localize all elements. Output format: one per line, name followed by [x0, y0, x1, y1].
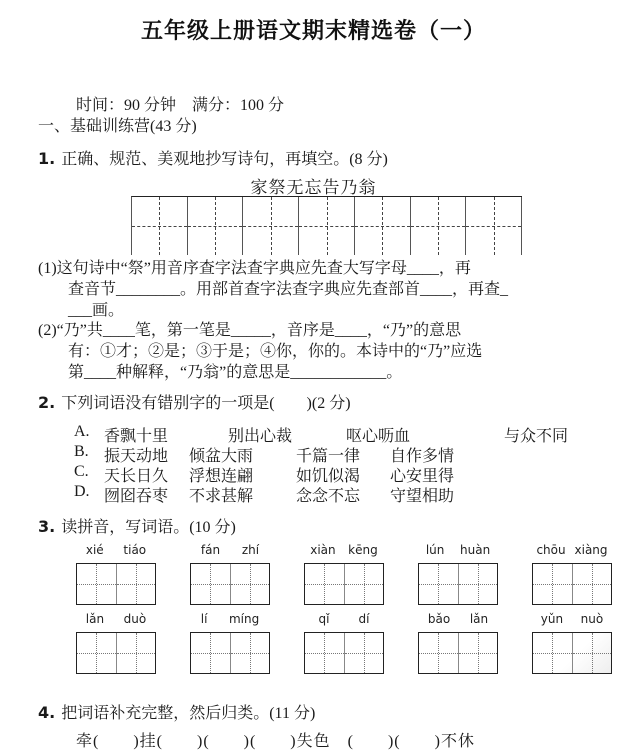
question-number: 4.: [38, 703, 56, 722]
pinyin: xiàng: [574, 543, 608, 557]
grid-cell[interactable]: [299, 197, 355, 255]
option-word: 守望相助: [390, 488, 455, 505]
option-label: D.: [74, 483, 90, 500]
option-word: 香飘十里: [104, 428, 169, 445]
pinyin: qǐ: [318, 612, 330, 626]
pinyin: huàn: [460, 543, 491, 557]
question-number: 2.: [38, 393, 56, 412]
sub-question-1-line-3: ___画。: [68, 302, 125, 319]
pinyin: duò: [123, 612, 147, 626]
writing-box[interactable]: [76, 563, 156, 605]
question-text: 读拼音，写词语。(10 分): [61, 519, 236, 536]
option-label: C.: [74, 463, 89, 480]
question-2: [38, 390, 351, 413]
option-word: 浮想连翩: [189, 468, 254, 485]
option-label: B.: [74, 443, 89, 460]
pinyin-block[interactable]: [76, 612, 156, 674]
writing-box[interactable]: [532, 632, 612, 674]
sub-question-2-line-3: 第____种解释，“乃翁”的意思是____________。: [68, 364, 403, 381]
question-1: [38, 146, 388, 169]
section-heading: 一、基础训练营(43 分): [38, 118, 197, 135]
question-text: 下列词语没有错别字的一项是( )(2 分): [61, 395, 351, 412]
pinyin-block[interactable]: [418, 543, 498, 605]
pinyin: lí: [200, 612, 208, 626]
question-number: 3.: [38, 517, 56, 536]
grid-cell[interactable]: [355, 197, 411, 255]
grid-cell[interactable]: [466, 197, 522, 255]
page-title: 五年级上册语文期末精选卷（一）: [140, 19, 486, 44]
question-number: 1.: [38, 149, 56, 168]
option-word: 呕心呖血: [346, 428, 411, 445]
pinyin: lǎn: [469, 612, 489, 626]
option-label: A.: [74, 423, 90, 440]
question-text: 把词语补充完整，然后归类。(11 分): [61, 705, 316, 722]
sub-question-1-line-1: (1)这句诗中“祭”用音序查字法查字典应先查大写字母____，再: [38, 260, 471, 277]
fill-in-words-line[interactable]: 牵( )挂( )( )( )失色 ( )( )不休: [76, 733, 475, 750]
sub-question-2-line-2: 有：①才；②是；③于是；④你，你的。本诗中的“乃”应选: [68, 343, 483, 360]
pinyin: kēng: [348, 543, 378, 557]
pinyin-block[interactable]: [304, 612, 384, 674]
pinyin: lǎn: [85, 612, 105, 626]
pinyin: nuò: [580, 612, 604, 626]
option-word: 别出心裁: [228, 428, 293, 445]
writing-box[interactable]: [418, 632, 498, 674]
question-text: 正确、规范、美观地抄写诗句，再填空。(8 分): [61, 151, 388, 168]
option-b[interactable]: [74, 443, 455, 465]
pinyin-block[interactable]: [190, 543, 270, 605]
option-word: 与众不同: [504, 428, 569, 445]
option-c[interactable]: [74, 463, 455, 485]
option-word: 心安里得: [390, 468, 455, 485]
option-a[interactable]: [74, 423, 569, 445]
pinyin: dí: [358, 612, 370, 626]
writing-box[interactable]: [190, 563, 270, 605]
sub-question-1-line-2: 查音节________。用部首查字法查字典应先查部首____，再查_: [68, 281, 509, 298]
writing-box[interactable]: [304, 563, 384, 605]
writing-box[interactable]: [190, 632, 270, 674]
poem-line: 家祭无忘告乃翁: [250, 178, 377, 197]
writing-box[interactable]: [76, 632, 156, 674]
writing-box[interactable]: [418, 563, 498, 605]
pinyin: xié: [85, 543, 104, 557]
pinyin: chōu: [536, 543, 566, 557]
grid-cell[interactable]: [188, 197, 244, 255]
writing-box[interactable]: [304, 632, 384, 674]
pinyin-block[interactable]: [76, 543, 156, 605]
pinyin: fán: [200, 543, 221, 557]
pinyin: bǎo: [427, 612, 451, 626]
option-word: 如饥似渴: [296, 468, 361, 485]
pinyin: xiàn: [310, 543, 336, 557]
option-d[interactable]: [74, 483, 455, 505]
option-word: 不求甚解: [189, 488, 254, 505]
writing-box[interactable]: [532, 563, 612, 605]
pinyin-block[interactable]: [190, 612, 270, 674]
exam-meta: 时间：90 分钟 满分：100 分: [76, 97, 285, 114]
option-word: 倾盆大雨: [189, 448, 254, 465]
option-word: 自作多情: [390, 448, 455, 465]
sub-question-2-line-1: (2)“乃”共____笔，第一笔是_____，音序是____，“乃”的意思: [38, 322, 462, 339]
pinyin: lún: [425, 543, 445, 557]
pinyin-block[interactable]: [532, 612, 612, 674]
pinyin: zhí: [241, 543, 260, 557]
option-word: 囫囵吞枣: [104, 488, 169, 505]
question-4: [38, 700, 315, 723]
grid-cell[interactable]: [243, 197, 299, 255]
option-word: 天长日久: [104, 468, 169, 485]
copy-writing-grid[interactable]: [131, 196, 522, 255]
pinyin-block[interactable]: [418, 612, 498, 674]
option-word: 振天动地: [104, 448, 169, 465]
pinyin: míng: [228, 612, 260, 626]
pinyin-block[interactable]: [532, 543, 612, 605]
pinyin: tiáo: [123, 543, 147, 557]
pinyin: yǔn: [540, 612, 564, 626]
option-word: 千篇一律: [296, 448, 361, 465]
grid-cell[interactable]: [132, 197, 188, 255]
option-word: 念念不忘: [296, 488, 361, 505]
pinyin-block[interactable]: [304, 543, 384, 605]
question-3: [38, 514, 236, 537]
grid-cell[interactable]: [411, 197, 467, 255]
